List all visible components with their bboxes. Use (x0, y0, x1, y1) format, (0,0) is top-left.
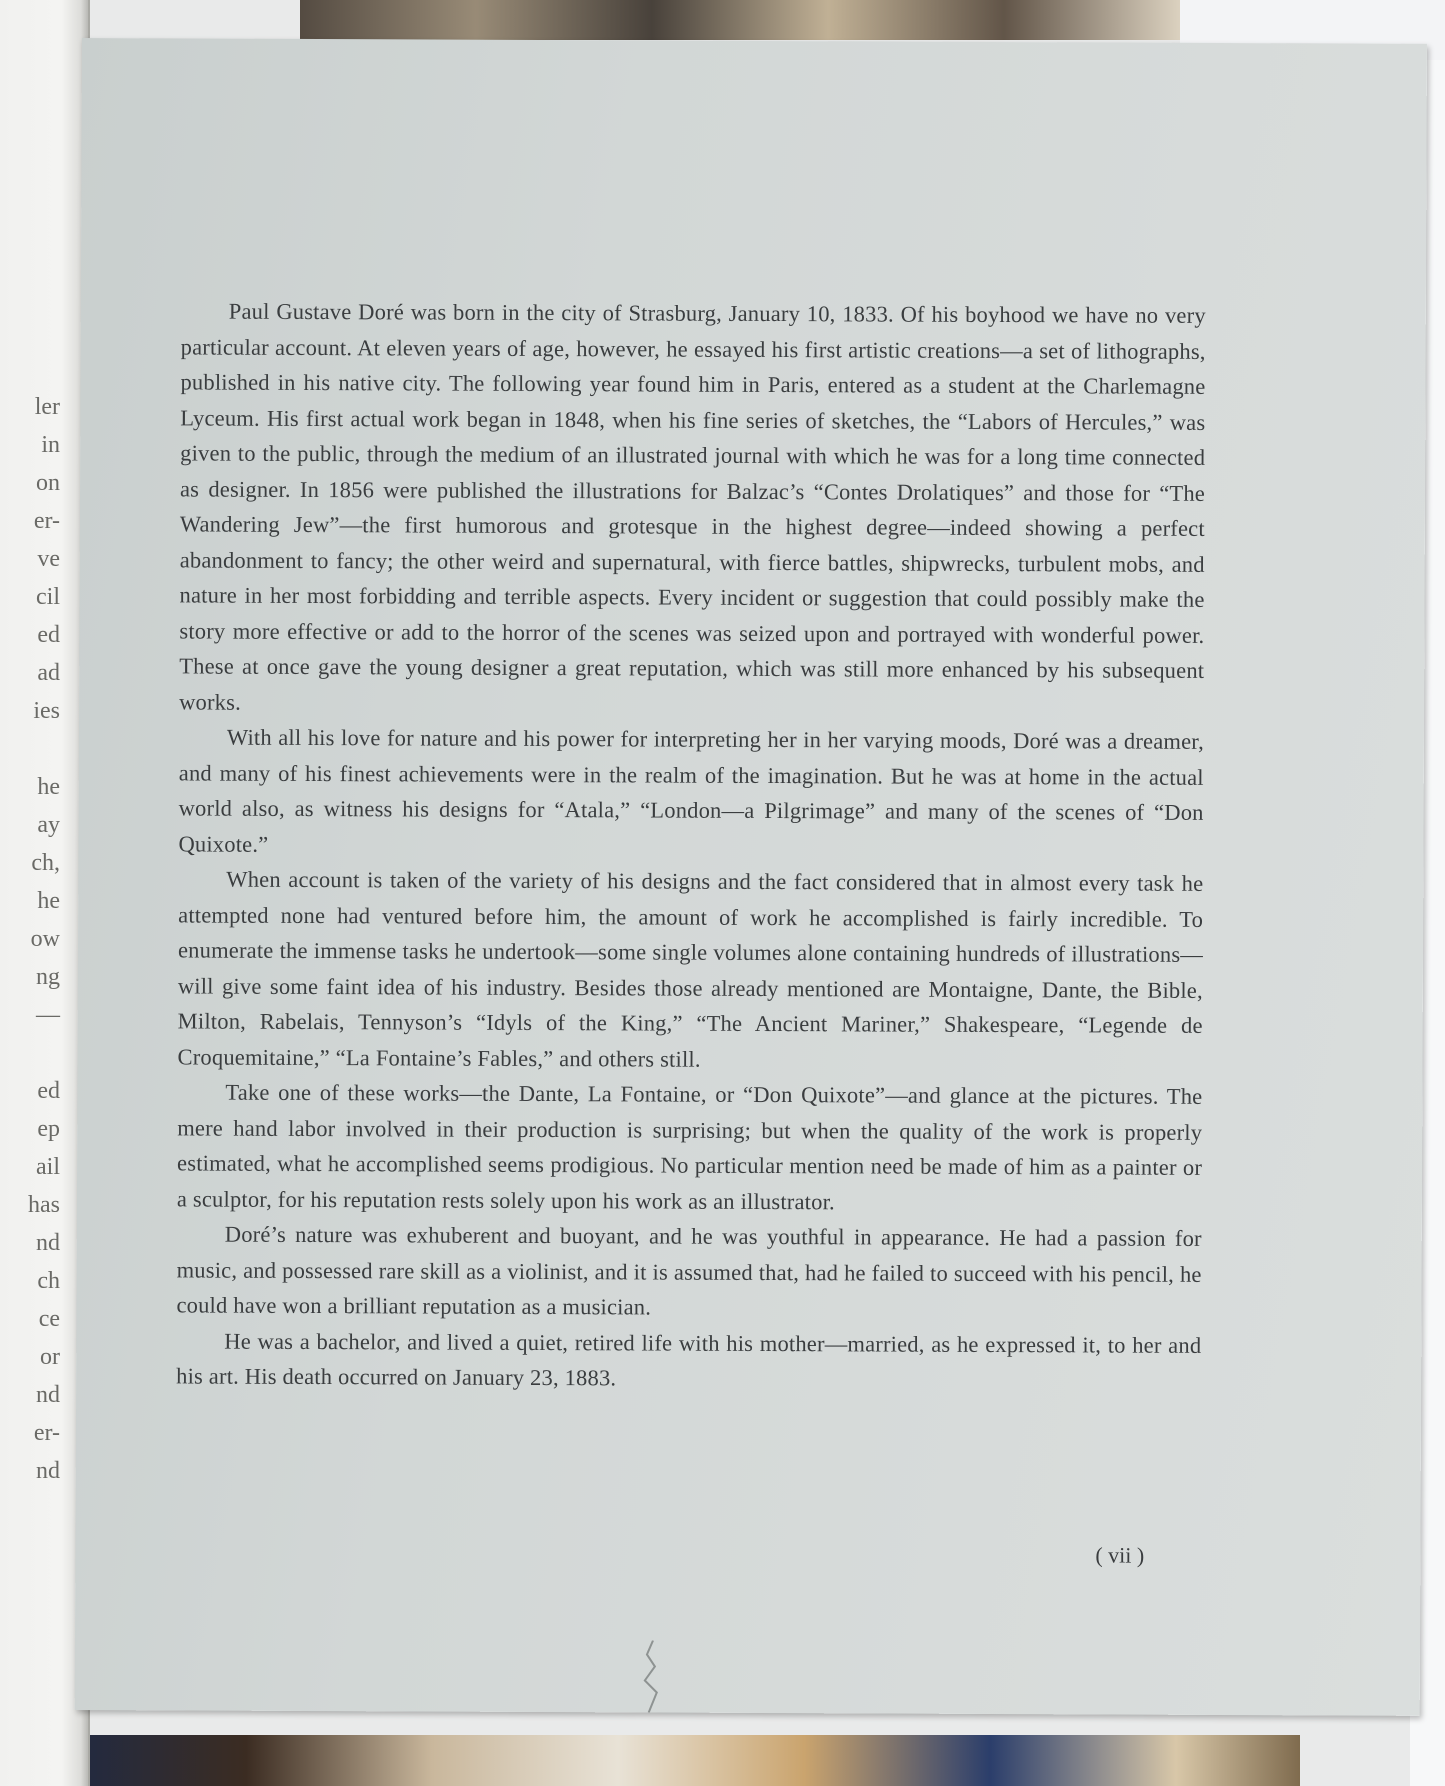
left-fragment: ow (30, 926, 60, 952)
left-fragment: ler (34, 394, 60, 420)
left-fragment: ed (37, 1078, 60, 1104)
left-fragment: er- (33, 508, 60, 534)
left-fragment: ay (37, 812, 60, 838)
background-photo-top (300, 0, 1180, 40)
paragraph-nature: Doré’s nature was exhuberent and buoyant, and he was youthful in appearance. He had a passion for music, and possessed rare skill as a violinist, and it is assumed that, had he failed to succeed with his pencil, he could have won a brilliant reputation as a musician. (176, 1221, 1202, 1320)
left-fragment: ve (37, 546, 60, 572)
paragraph-illustrator: Take one of these works—the Dante, La Fontaine, or “Don Quixote”—and glance at the pictures. The mere hand labor involved in their production is surprising; but when the quality of the work is properly estimated, what he accomplished seems prodigious. No particular mention need be made of him as a painter or a sculptor, for his reputation rests solely upon his work as an illustrator. (176, 1079, 1203, 1214)
paragraph-works: When account is taken of the variety of his designs and the fact considered that in almost every task he attempted none had ventured before him, the amount of work he accomplished is fairly incredible. To enumerate the immense tasks he undertook—some single volumes alone containing hundreds of illustrations—will give some faint idea of his industry. Besides those already mentioned are Montaigne, Dante, the Bible, Milton, Rabelais, Tennyson’s “Idyls of the King,” “The Ancient Mariner,” Shakespeare, “Legende de Croquemitaine,” “La Fontaine’s Fables,” and others still. (177, 866, 1204, 1072)
book-page (75, 38, 1427, 1716)
left-fragment (0, 1034, 60, 1072)
left-fragment: he (37, 888, 60, 914)
left-fragment: — (36, 1002, 60, 1028)
left-fragment: in (41, 432, 60, 458)
page-tear-mark (635, 1640, 665, 1712)
background-photo-bottom (60, 1735, 1300, 1786)
left-fragment: nd (36, 1382, 60, 1408)
left-fragment: ng (36, 964, 60, 990)
left-fragment: nd (36, 1458, 60, 1484)
left-fragment: has (28, 1192, 60, 1218)
left-fragment: ies (33, 698, 60, 724)
left-fragment: ed (37, 622, 60, 648)
left-fragment: cil (36, 584, 60, 610)
paragraph-death: He was a bachelor, and lived a quiet, retired life with his mother—married, as he expressed it, to her and his art. His death occurred on January 23, 1883. (176, 1328, 1202, 1391)
paragraph-dreamer: With all his love for nature and his power for interpreting her in her varying moods, Doré was a dreamer, and many of his finest achievements were in the realm of the imagination. But he was at home in the actual world also, as witness his designs for “Atala,” “London—a Pilgrimage” and many of the scenes of “Don Quixote.” (178, 724, 1204, 857)
left-fragment: ep (37, 1116, 60, 1142)
left-fragment: on (36, 470, 60, 496)
left-fragment: nd (36, 1230, 60, 1256)
paragraph-birth: Paul Gustave Doré was born in the city of Strasburg, January 10, 1833. Of his boyhood we have no very particular account. At eleven years of age, however, he essayed his first artistic creations—a set of lithographs, published in his native city. The following year found him in Paris, entered as a student at the Charlemagne Lyceum. His first actual work began in 1848, when his fine series of sketches, the “Labors of Hercules,” was given to the public, through the medium of an illustrated journal with which he was for a long time connected as designer. In 1856 were published the illustrations for Balzac’s “Contes Drolatiques” and those for “The Wandering Jew”—the first humorous and grotesque in the highest degree—indeed showing a perfect abandonment to fancy; the other weird and supernatural, with fierce battles, shipwrecks, turbulent mobs, and nature in her most forbidding and terrible aspects. Every incident or suggestion that could possibly make the story more effective or add to the horror of the scenes was seized upon and portrayed with wonderful power. These at once gave the young designer a great reputation, which was still more enhanced by his subsequent works. (179, 298, 1206, 715)
left-fragment: he (37, 774, 60, 800)
left-fragment: or (40, 1344, 60, 1370)
left-fragment: ad (37, 660, 60, 686)
left-fragment: ch (37, 1268, 60, 1294)
left-fragment: ce (38, 1306, 60, 1332)
left-fragment: ail (36, 1154, 60, 1180)
left-fragment: er- (33, 1420, 60, 1446)
page-number: ( vii ) (1095, 1542, 1145, 1568)
left-fragment (0, 730, 60, 768)
body-text (176, 293, 1206, 1398)
left-fragment: ch, (31, 850, 60, 876)
left-page-text-fragments (0, 388, 60, 1490)
